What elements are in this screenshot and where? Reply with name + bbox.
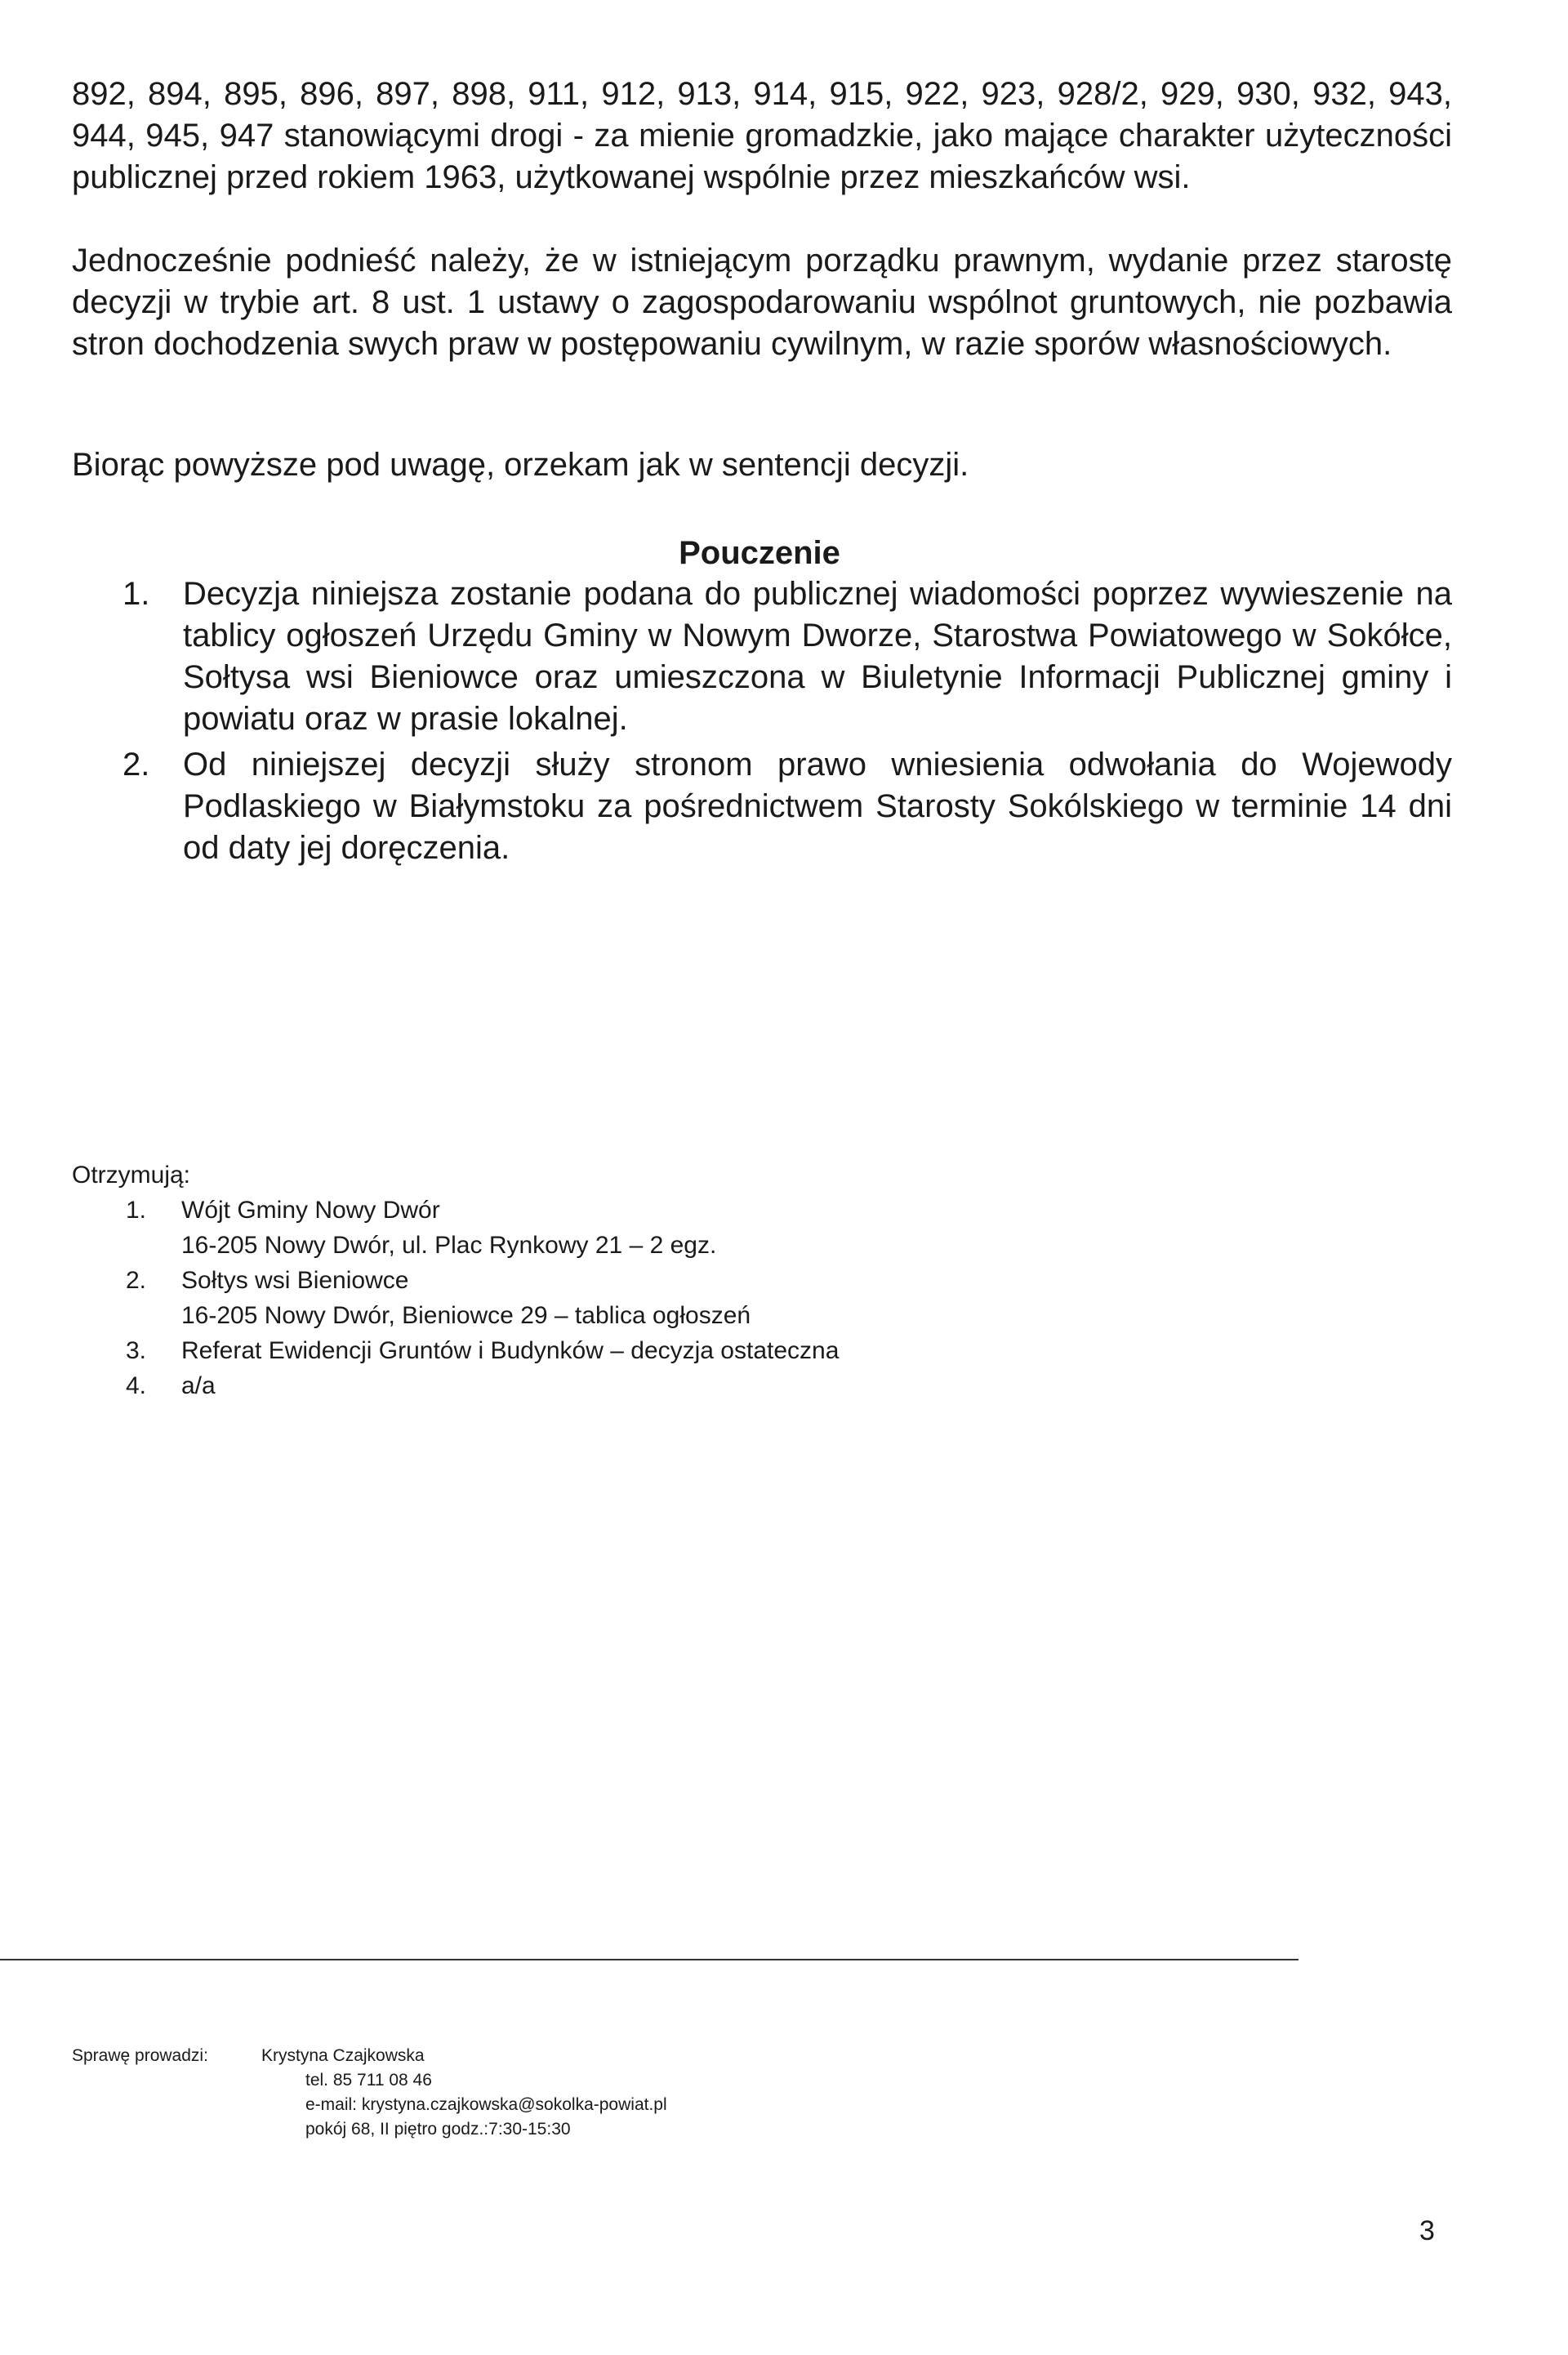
instruction-list — [72, 573, 1452, 873]
recipient-number: 3. — [126, 1337, 147, 1364]
footer-divider — [0, 1959, 1298, 1960]
instruction-text: Decyzja niniejsza zostanie podana do publicznej wiadomości poprzez wywieszenie na tablicy ogłoszeń Urzędu Gminy w Nowym Dworze, Starostwa Powiatowego w Sokółce, Sołtysa wsi Bieniowce oraz umieszczona w Biuletynie Informacji Publicznej gminy i powiatu oraz w prasie lokalnej. — [183, 576, 1452, 737]
case-handler-email: e-mail: krystyna.czajkowska@sokolka-powiat.pl — [305, 2095, 667, 2114]
page-number: 3 — [1419, 2215, 1435, 2246]
paragraph-parcels: 892, 894, 895, 896, 897, 898, 911, 912, 913, 914, 915, 922, 923, 928/2, 929, 930, 932, 943, 944, 945, 947 stanowiącymi drogi - za mienie gromadzkie, jako mające charakter użyteczności publicznej przed rokiem 1963, użytkowanej wspólnie przez mieszkańców wsi. — [72, 76, 1452, 195]
recipient-name: Sołtys wsi Bieniowce — [181, 1267, 409, 1294]
case-handler-label: Sprawę prowadzi: — [72, 2046, 208, 2065]
case-handler-room: pokój 68, II piętro godz.:7:30-15:30 — [305, 2120, 571, 2139]
instruction-heading: Pouczenie — [679, 535, 840, 571]
paragraph-conclusion: Biorąc powyższe pod uwagę, orzekam jak w sentencji decyzji. — [72, 447, 969, 483]
recipient-item — [72, 1263, 1297, 1333]
instruction-item — [72, 744, 1452, 869]
case-handler-footer — [72, 2044, 667, 2142]
recipients-title: Otrzymują: — [72, 1162, 191, 1189]
recipient-item — [72, 1193, 1297, 1263]
recipient-name: Wójt Gminy Nowy Dwór — [181, 1197, 440, 1224]
instruction-item — [72, 573, 1452, 740]
recipient-item — [72, 1368, 1297, 1403]
recipient-item — [72, 1333, 1297, 1368]
recipient-number: 2. — [126, 1267, 147, 1294]
case-handler-name: Krystyna Czajkowska — [261, 2046, 425, 2065]
instruction-number: 1. — [122, 576, 150, 612]
recipient-address: 16-205 Nowy Dwór, Bieniowce 29 – tablica ogłoszeń — [181, 1302, 751, 1329]
recipient-name: a/a — [181, 1372, 216, 1399]
recipients-list — [72, 1193, 1297, 1403]
instruction-text: Od niniejszej decyzji służy stronom prawo wniesienia odwołania do Wojewody Podlaskiego w Białymstoku za pośrednictwem Starosty Sokólskiego w terminie 14 dni od daty jej doręczenia. — [183, 747, 1452, 866]
instruction-number: 2. — [122, 747, 150, 783]
recipient-name: Referat Ewidencji Gruntów i Budynków – decyzja ostateczna — [181, 1337, 840, 1364]
recipient-number: 4. — [126, 1372, 147, 1399]
case-handler-phone: tel. 85 711 08 46 — [305, 2071, 432, 2090]
recipient-address: 16-205 Nowy Dwór, ul. Plac Rynkowy 21 – 2 egz. — [181, 1232, 717, 1259]
recipient-number: 1. — [126, 1197, 147, 1224]
paragraph-legal-note: Jednocześnie podnieść należy, że w istniejącym porządku prawnym, wydanie przez starostę decyzji w trybie art. 8 ust. 1 ustawy o zagospodarowaniu wspólnot gruntowych, nie pozbawia stron dochodzenia swych praw w postępowaniu cywilnym, w razie sporów własnościowych. — [72, 243, 1452, 362]
